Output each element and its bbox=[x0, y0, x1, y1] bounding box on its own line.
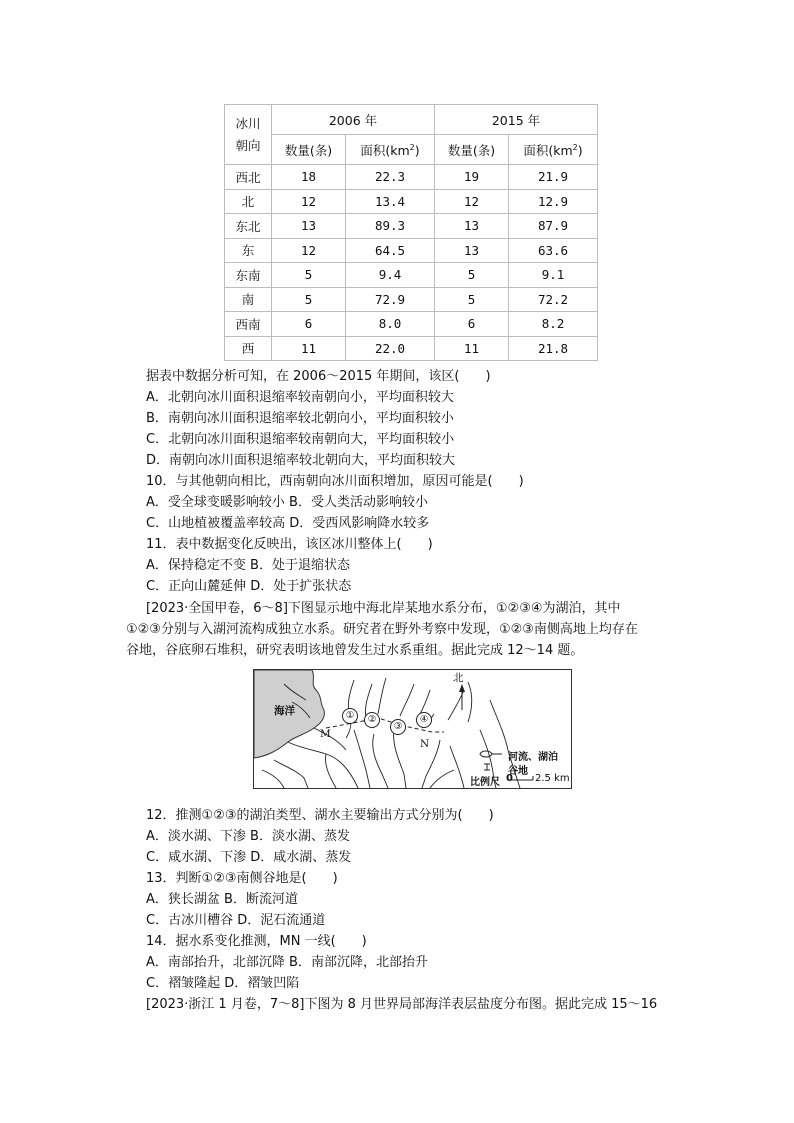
header-count-2006: 数量(条) bbox=[272, 135, 346, 165]
header-area-2015: 面积$(km^2)$ bbox=[509, 135, 598, 165]
legend-scale-zero: 0 bbox=[506, 773, 513, 784]
q14-options-ab: A．南部抬升，北部沉降 B．南部沉降，北部抬升 bbox=[146, 955, 428, 970]
point-m: M bbox=[320, 728, 331, 740]
cell-count-2006: 12 bbox=[272, 189, 346, 214]
cell-area-2015: 21.8 bbox=[509, 336, 598, 361]
table-row bbox=[225, 189, 598, 214]
table-row bbox=[225, 214, 598, 239]
q12-stem: 12．推测①②③的湖泊类型、湖水主要输出方式分别为( ) bbox=[146, 808, 494, 823]
cell-area-2015: 9.1 bbox=[509, 263, 598, 288]
map-label-north: 北 bbox=[453, 672, 464, 684]
q9-option-d: D．南朝向冰川面积退缩率较北朝向大，平均面积较大 bbox=[146, 453, 456, 468]
point-n: N bbox=[420, 738, 430, 750]
cell-area-2006: 9.4 bbox=[346, 263, 435, 288]
cell-area-2015: 8.2 bbox=[509, 312, 598, 337]
cell-area-2015: 87.9 bbox=[509, 214, 598, 239]
header-direction bbox=[225, 105, 272, 165]
q11-options-ab: A．保持稳定不变 B．处于退缩状态 bbox=[146, 558, 350, 573]
q14-options-cd: C．褶皱隆起 D．褶皱凹陷 bbox=[146, 976, 300, 991]
table-row bbox=[225, 238, 598, 263]
q9-stem: 据表中数据分析可知，在 2006～2015 年期间，该区( ) bbox=[146, 369, 491, 384]
legend-river-lake: 河流、湖泊 bbox=[508, 752, 558, 763]
lake-1: ① bbox=[342, 708, 358, 724]
cell-area-2015: 12.9 bbox=[509, 189, 598, 214]
cell-area-2015: 72.2 bbox=[509, 287, 598, 312]
header-count-2015: 数量(条) bbox=[435, 135, 509, 165]
cell-count-2006: 12 bbox=[272, 238, 346, 263]
q14-stem: 14．据水系变化推测，MN 一线( ) bbox=[146, 934, 367, 949]
water-system-map bbox=[253, 669, 572, 789]
table-body bbox=[225, 165, 598, 361]
lake-4: ④ bbox=[416, 712, 432, 728]
cell-count-2015: 12 bbox=[435, 189, 509, 214]
map-label-sea: 海洋 bbox=[274, 705, 295, 717]
q10-options-ab: A．受全球变暖影响较小 B．受人类活动影响较小 bbox=[146, 495, 428, 510]
cell-count-2015: 6 bbox=[435, 312, 509, 337]
cell-area-2006: 13.4 bbox=[346, 189, 435, 214]
cell-count-2006: 11 bbox=[272, 336, 346, 361]
lake-2: ② bbox=[364, 712, 380, 728]
cell-direction: 东南 bbox=[225, 263, 272, 288]
intro2-line3: 谷地，谷底卵石堆积，研究表明该地曾发生过水系重组。据此完成 12～14 题。 bbox=[126, 643, 584, 658]
glacier-table bbox=[224, 104, 598, 361]
q10-options-cd: C．山地植被覆盖率较高 D．受西风影响降水较多 bbox=[146, 516, 430, 531]
cell-area-2006: 22.3 bbox=[346, 165, 435, 190]
lake-3: ③ bbox=[390, 719, 406, 735]
cell-direction: 西南 bbox=[225, 312, 272, 337]
table-row bbox=[225, 312, 598, 337]
q12-options-ab: A．淡水湖、下渗 B．淡水湖、蒸发 bbox=[146, 829, 350, 844]
header-year-2015: 2015 年 bbox=[435, 105, 598, 135]
cell-count-2015: 13 bbox=[435, 214, 509, 239]
header-direction-line2: 朝向 bbox=[235, 137, 261, 153]
cell-direction: 西 bbox=[225, 336, 272, 361]
q9-option-c: C．北朝向冰川面积退缩率较南朝向大，平均面积较小 bbox=[146, 432, 455, 447]
legend-scale-label: 比例尺 bbox=[470, 777, 500, 788]
header-year-2006: 2006 年 bbox=[272, 105, 435, 135]
q13-stem: 13．判断①②③南侧谷地是( ) bbox=[146, 871, 338, 886]
cell-area-2015: 21.9 bbox=[509, 165, 598, 190]
cell-count-2006: 5 bbox=[272, 263, 346, 288]
cell-count-2015: 13 bbox=[435, 238, 509, 263]
cell-area-2006: 8.0 bbox=[346, 312, 435, 337]
cell-direction: 东 bbox=[225, 238, 272, 263]
q11-stem: 11．表中数据变化反映出，该区冰川整体上( ) bbox=[146, 537, 433, 552]
cell-area-2006: 64.5 bbox=[346, 238, 435, 263]
table-row bbox=[225, 287, 598, 312]
q9-option-a: A．北朝向冰川面积退缩率较南朝向小，平均面积较大 bbox=[146, 390, 454, 405]
intro2-line2: ①②③分别与入湖河流构成独立水系。研究者在野外考察中发现，①②③南侧高地上均存在 bbox=[126, 622, 638, 637]
cell-area-2015: 63.6 bbox=[509, 238, 598, 263]
cell-direction: 南 bbox=[225, 287, 272, 312]
table-row bbox=[225, 165, 598, 190]
cell-direction: 西北 bbox=[225, 165, 272, 190]
q10-stem: 10．与其他朝向相比，西南朝向冰川面积增加，原因可能是( ) bbox=[146, 474, 524, 489]
legend-valley: 谷地 bbox=[508, 766, 528, 777]
header-area-2006: 面积$(km^2)$ bbox=[346, 135, 435, 165]
q13-options-ab: A．狭长湖盆 B．断流河道 bbox=[146, 892, 298, 907]
cell-count-2006: 5 bbox=[272, 287, 346, 312]
table-row bbox=[225, 336, 598, 361]
cell-area-2006: 89.3 bbox=[346, 214, 435, 239]
cell-direction: 北 bbox=[225, 189, 272, 214]
intro2-line1: [2023·全国甲卷，6～8]下图显示地中海北岸某地水系分布，①②③④为湖泊，其中 bbox=[146, 601, 621, 616]
cell-area-2006: 72.9 bbox=[346, 287, 435, 312]
cell-count-2015: 5 bbox=[435, 263, 509, 288]
table-row bbox=[225, 263, 598, 288]
cell-count-2015: 11 bbox=[435, 336, 509, 361]
q12-options-cd: C．咸水湖、下渗 D．咸水湖、蒸发 bbox=[146, 850, 352, 865]
q9-option-b: B．南朝向冰川面积退缩率较北朝向小，平均面积较小 bbox=[146, 411, 454, 426]
north-arrow bbox=[459, 684, 465, 710]
cell-area-2006: 22.0 bbox=[346, 336, 435, 361]
header-direction-line1: 冰川 bbox=[235, 115, 261, 131]
cell-count-2006: 6 bbox=[272, 312, 346, 337]
cell-direction: 东北 bbox=[225, 214, 272, 239]
cell-count-2006: 18 bbox=[272, 165, 346, 190]
q13-options-cd: C．古冰川槽谷 D．泥石流通道 bbox=[146, 913, 326, 928]
q11-options-cd: C．正向山麓延伸 D．处于扩张状态 bbox=[146, 579, 352, 594]
intro3-line1: [2023·浙江 1 月卷，7～8]下图为 8 月世界局部海洋表层盐度分布图。据此完成 15～16 bbox=[146, 997, 658, 1012]
cell-count-2006: 13 bbox=[272, 214, 346, 239]
cell-count-2015: 5 bbox=[435, 287, 509, 312]
legend-scale-value: 2.5 km bbox=[535, 773, 570, 784]
cell-count-2015: 19 bbox=[435, 165, 509, 190]
